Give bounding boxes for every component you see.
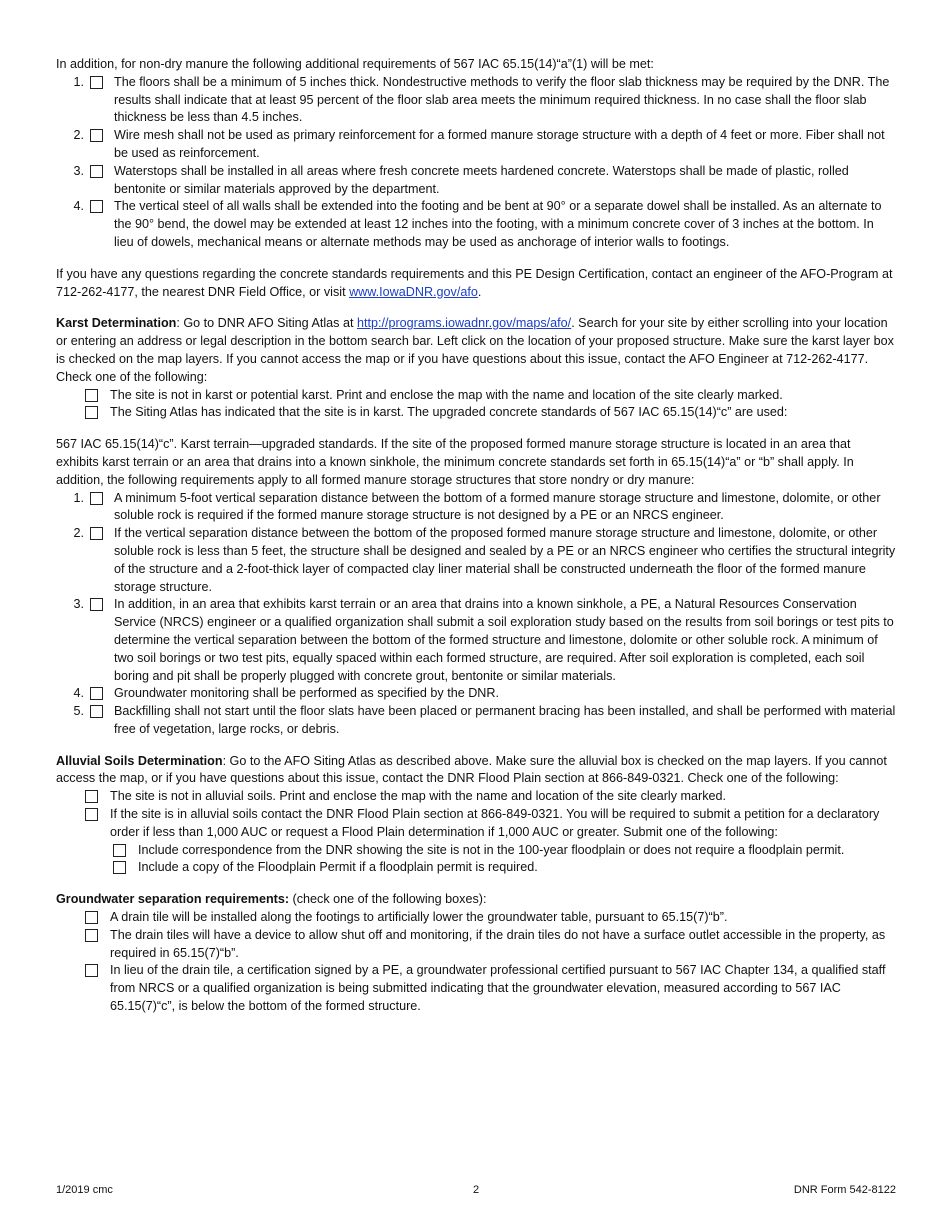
option-text: The Siting Atlas has indicated that the site is in karst. The upgraded concrete standards of 567 IAC 65.15(14)“c” are used: bbox=[110, 405, 788, 420]
karst-heading: Karst Determination bbox=[56, 316, 177, 331]
groundwater-option bbox=[56, 962, 896, 1015]
item-number: 2. bbox=[73, 128, 84, 143]
groundwater-paragraph: Groundwater separation requirements: (check one of the following boxes): bbox=[56, 892, 487, 907]
upgraded-standards-paragraph: 567 IAC 65.15(14)“c”. Karst terrain—upgraded standards. If the site of the proposed formed manure storage structure is located in an area that exhibits karst terrain or an area that drains into a known sinkhole, the minimum concrete standards set forth in 65.15(14)“a” or “b” shall apply. In addition, the following requirements apply to all formed manure storage structures that store nondry or dry manure: bbox=[56, 437, 854, 487]
checkbox[interactable] bbox=[85, 790, 98, 803]
alluvial-sub-option bbox=[56, 859, 896, 877]
document-page bbox=[56, 56, 896, 1016]
checkbox[interactable] bbox=[113, 861, 126, 874]
list-item bbox=[56, 163, 896, 199]
checkbox[interactable] bbox=[90, 705, 103, 718]
footer-date: 1/2019 cmc bbox=[56, 1184, 113, 1196]
checkbox[interactable] bbox=[85, 929, 98, 942]
checkbox[interactable] bbox=[90, 598, 103, 611]
karst-option bbox=[56, 387, 896, 405]
questions-paragraph: If you have any questions regarding the concrete standards requirements and this PE Design Certification, contact an engineer of the AFO-Program at 712-262-4177, the nearest DNR Field Office, or visit www.IowaDNR.gov/afo. bbox=[56, 266, 893, 299]
checkbox[interactable] bbox=[90, 527, 103, 540]
checkbox[interactable] bbox=[90, 687, 103, 700]
list-item bbox=[56, 74, 896, 127]
checkbox[interactable] bbox=[85, 911, 98, 924]
option-text: In lieu of the drain tile, a certification signed by a PE, a groundwater professional certified pursuant to 567 IAC Chapter 134, a qualified staff from NRCS or a qualified organization is being submitted indicating that the groundwater elevation, measured according to 567 IAC 65.15(7)“c”, is below the bottom of the formed structure. bbox=[110, 963, 886, 1014]
item-text: A minimum 5-foot vertical separation distance between the bottom of a formed manure storage structure and limestone, dolomite, or other soluble rock is required if the formed manure storage structure is not designed by a PE or an NRCS engineer. bbox=[114, 490, 881, 523]
item-number: 1. bbox=[73, 490, 84, 505]
checkbox[interactable] bbox=[90, 129, 103, 142]
item-number: 3. bbox=[73, 163, 84, 178]
option-text: Include a copy of the Floodplain Permit if a floodplain permit is required. bbox=[138, 860, 538, 875]
alluvial-option bbox=[56, 788, 896, 806]
groundwater-option bbox=[56, 909, 896, 927]
list-item bbox=[56, 685, 896, 703]
item-text: The floors shall be a minimum of 5 inches thick. Nondestructive methods to verify the floor slab thickness may be required by the DNR. The results shall indicate that at least 95 percent of the floor slab area meets the minimum required thickness. In no case shall the floor slab thickness be less than 4.5 inches. bbox=[114, 74, 890, 125]
item-number: 3. bbox=[73, 597, 84, 612]
page-footer bbox=[56, 1182, 896, 1200]
checkbox[interactable] bbox=[90, 200, 103, 213]
option-text: Include correspondence from the DNR showing the site is not in the 100-year floodplain or does not require a floodplain permit. bbox=[138, 842, 845, 857]
karst-paragraph: Karst Determination: Go to DNR AFO Siting Atlas at http://programs.iowadnr.gov/maps/afo/. Search for your site by either scrolling into your location or entering an address or legal description in the bottom search bar. Left click on the location of your proposed structure. Make sure the karst layer box is checked on the map layers. If you cannot access the map or if you have questions about this issue, contact the AFO Engineer at 712-262-4177. Check one of the following: bbox=[56, 316, 894, 384]
item-text: The vertical steel of all walls shall be extended into the footing and be bent at 90° or a separate dowel shall be installed. As an alternate to the 90° bend, the dowel may be extended at least 12 inches into the footing, with a minimum concrete cover of 3 inches at the bottom. In lieu of dowels, mechanical means or alternate methods may be used as anchorage of interior walls to footings. bbox=[114, 199, 882, 249]
item-text: Groundwater monitoring shall be performed as specified by the DNR. bbox=[114, 686, 499, 701]
checkbox[interactable] bbox=[85, 964, 98, 977]
list-item bbox=[56, 596, 896, 685]
form-number: DNR Form 542-8122 bbox=[793, 1184, 896, 1196]
checkbox[interactable] bbox=[85, 389, 98, 402]
item-number: 1. bbox=[73, 74, 84, 89]
list-item bbox=[56, 703, 896, 739]
item-text: In addition, in an area that exhibits karst terrain or an area that drains into a known sinkhole, a PE, a Natural Resources Conservation Service (NRCS) engineer or a qualified organization shall submit a soil exploration study based on the results from soil borings or test pits to determine the vertical separation between the bottom of the formed structure and limestone, dolomite or other soluble rock. A minimum of two soil borings or two test pits, equally spaced within each formed structure, are required. After soil exploration is completed, each soil boring and pit shall be properly plugged with concrete grout, bentonite or similar materials. bbox=[114, 597, 894, 683]
item-text: Waterstops shall be installed in all areas where fresh concrete meets hardened concrete. Waterstops shall be made of plastic, rolled bentonite or similar materials approved by the department. bbox=[114, 163, 849, 196]
alluvial-paragraph: Alluvial Soils Determination: Go to the AFO Siting Atlas as described above. Make sure the alluvial box is checked on the map layers. If you cannot access the map, or if you have questions about this issue, contact the DNR Flood Plain section at 866-849-0321. Check one of the following: bbox=[56, 753, 887, 786]
karst-option bbox=[56, 404, 896, 422]
groundwater-heading: Groundwater separation requirements: bbox=[56, 892, 290, 907]
checkbox[interactable] bbox=[90, 492, 103, 505]
item-text: If the vertical separation distance between the bottom of the proposed formed manure storage structure and limestone, dolomite, or other soluble rock is less than 5 feet, the structure shall be designed and sealed by a PE or an NRCS engineer who certifies the structural integrity of the structure and a 2-foot-thick layer of compacted clay liner material shall be constructed underneath the floor of the formed manure storage structure. bbox=[114, 526, 896, 594]
checkbox[interactable] bbox=[90, 76, 103, 89]
item-number: 5. bbox=[73, 704, 84, 719]
option-text: The drain tiles will have a device to allow shut off and monitoring, if the drain tiles do not have a surface outlet accessible in the property, as required in 65.15(7)“b”. bbox=[110, 927, 886, 960]
intro-paragraph: In addition, for non-dry manure the following additional requirements of 567 IAC 65.15(14)“a”(1) will be met: bbox=[56, 57, 654, 71]
checkbox[interactable] bbox=[85, 808, 98, 821]
item-number: 4. bbox=[73, 199, 84, 214]
list-item bbox=[56, 127, 896, 163]
item-number: 4. bbox=[73, 686, 84, 701]
list-item bbox=[56, 198, 896, 251]
alluvial-sub-option bbox=[56, 842, 896, 860]
groundwater-option bbox=[56, 927, 896, 963]
list-item bbox=[56, 490, 896, 526]
alluvial-heading: Alluvial Soils Determination bbox=[56, 753, 223, 768]
option-text: The site is not in karst or potential karst. Print and enclose the map with the name and location of the site clearly marked. bbox=[110, 387, 783, 402]
item-text: Backfilling shall not start until the floor slats have been placed or permanent bracing has been installed, and shall be performed with material free of vegetation, large rocks, or debris. bbox=[114, 704, 896, 736]
siting-atlas-link[interactable]: http://programs.iowadnr.gov/maps/afo/ bbox=[356, 316, 572, 331]
afo-link[interactable]: www.IowaDNR.gov/afo bbox=[349, 284, 478, 299]
option-text: A drain tile will be installed along the footings to artificially lower the groundwater table, pursuant to 65.15(7)“b”. bbox=[110, 910, 728, 925]
upgraded-requirements-list bbox=[56, 490, 896, 739]
item-number: 2. bbox=[73, 526, 84, 541]
page-number: 2 bbox=[472, 1184, 480, 1196]
item-text: Wire mesh shall not be used as primary reinforcement for a formed manure storage structure with a depth of 4 feet or more. Fiber shall not be used as reinforcement. bbox=[114, 128, 885, 160]
option-text: If the site is in alluvial soils contact the DNR Flood Plain section at 866-849-0321. You will be required to submit a petition for a declaratory order if less than 1,000 AUC or request a Flood Plain determination if 1,000 AUC or greater. Submit one of the following: bbox=[110, 807, 880, 839]
checkbox[interactable] bbox=[90, 165, 103, 178]
checkbox[interactable] bbox=[85, 406, 98, 419]
checkbox[interactable] bbox=[113, 844, 126, 857]
intro-requirements-list bbox=[56, 74, 896, 252]
option-text: The site is not in alluvial soils. Print and enclose the map with the name and location of the site clearly marked. bbox=[110, 789, 727, 804]
list-item bbox=[56, 525, 896, 596]
alluvial-option bbox=[56, 806, 896, 842]
